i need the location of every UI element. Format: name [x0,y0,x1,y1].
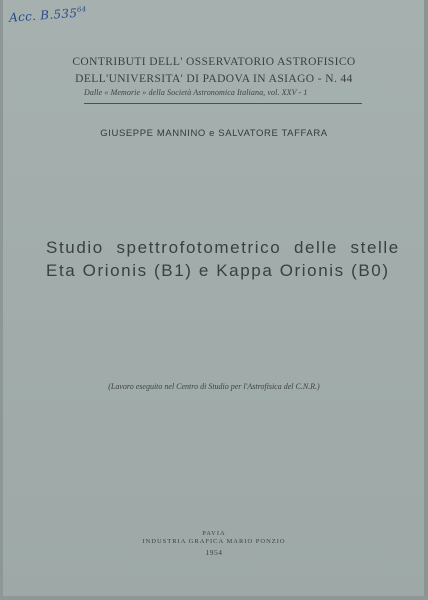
page-edge-bottom [0,596,428,600]
header-rule [84,103,362,104]
imprint-city: PAVIA [202,530,226,537]
series-title-line-1: CONTRIBUTI DELL' OSSERVATORIO ASTROFISICO [72,56,356,68]
authors: GIUSEPPE MANNINO e SALVATORE TAFFARA [100,128,328,139]
page-edge-left [0,0,3,600]
shelfmark-text: Acc. B.535 [8,5,78,25]
series-title-line-2: DELL'UNIVERSITA' DI PADOVA IN ASIAGO - N. 44 [75,73,353,85]
shelfmark-superscript: 64 [76,5,87,14]
work-note: (Lavoro eseguito nel Centro di Studio per l'Astrofisica del C.N.R.) [108,382,320,391]
page-edge-right [424,0,428,600]
title-line-1: Studio spettrofotometrico delle stelle [46,238,400,257]
source-line: Dalle « Memorie » della Società Astronomica Italiana, vol. XXV - 1 [84,88,308,97]
imprint-printer: INDUSTRIA GRAFICA MARIO PONZIO [142,538,286,545]
title-line-2: Eta Orionis (B1) e Kappa Orionis (B0) [46,261,390,280]
imprint-year: 1954 [205,548,223,557]
handwritten-shelfmark [9,5,88,24]
